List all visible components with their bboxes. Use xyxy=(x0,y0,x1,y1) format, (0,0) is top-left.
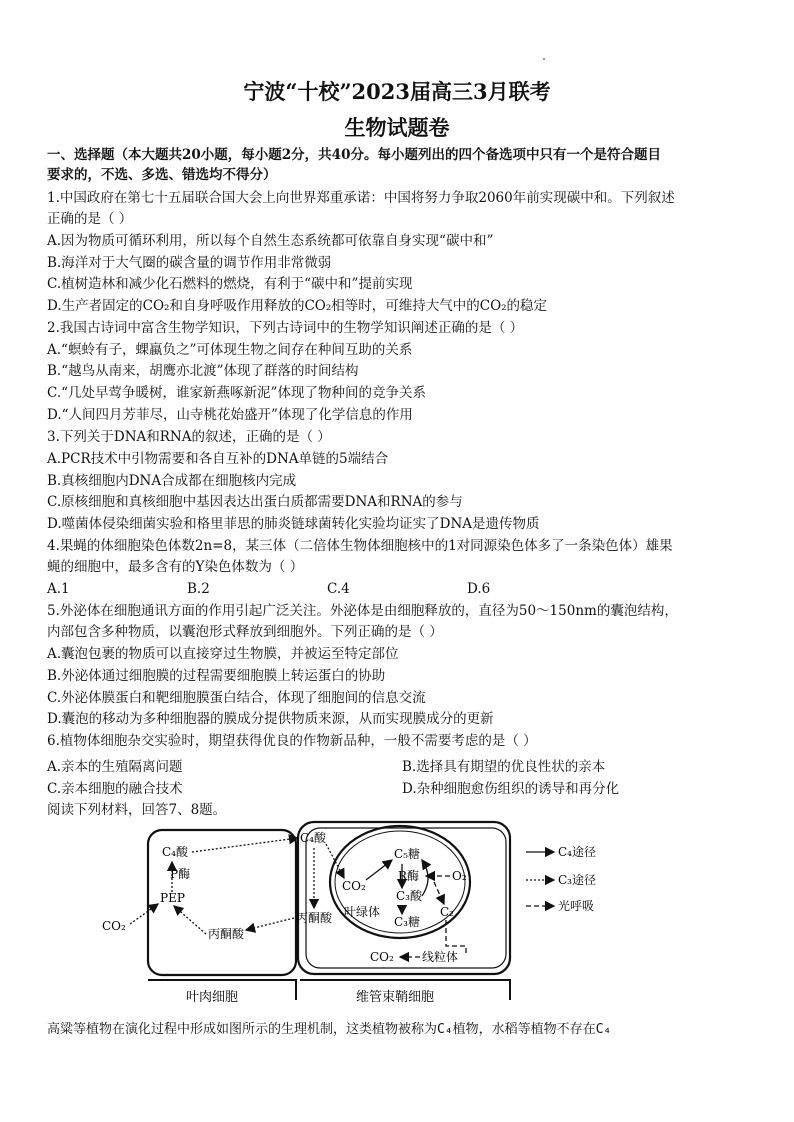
q1-option-d: D.生产者固定的CO₂和自身呼吸作用释放的CO₂相等时，可维持大气中的CO₂的稳定 xyxy=(47,298,548,314)
material-intro: 阅读下列材料，回答7、8题。 xyxy=(47,802,227,818)
label-pyruvate-right: 丙酮酸 xyxy=(296,911,333,925)
q1-stem-cont: 正确的是（ ） xyxy=(47,211,133,227)
label-r-enzyme: R酶 xyxy=(398,869,420,883)
q5-stem: 5.外泌体在细胞通讯方面的作用引起广泛关注。外泌体是由细胞释放的，直径为50～150nm的囊泡结构， xyxy=(47,603,678,619)
c4-pathway-diagram xyxy=(100,820,610,1010)
arrow-to-c2 xyxy=(434,882,444,904)
q1-option-c: C.植树造林和减少化石燃料的燃烧，有利于“碳中和”提前实现 xyxy=(47,276,413,292)
label-co2-inner: CO₂ xyxy=(342,879,366,893)
exam-subtitle: 生物试题卷 xyxy=(344,115,450,140)
label-co2-mito: CO₂ xyxy=(370,950,394,964)
q4-stem: 4.果蝇的体细胞染色体数2n=8，某三体（二倍体生物体细胞核中的1对同源染色体多了一条染色体）雄果 xyxy=(47,538,673,554)
q3-option-d: D.噬菌体侵染细菌实验和格里菲思的肺炎链球菌转化实验均证实了DNA是遗传物质 xyxy=(47,516,540,532)
q2-stem: 2.我国古诗词中富含生物学知识，下列古诗词中的生物学知识阐述正确的是（ ） xyxy=(47,320,524,336)
q2-option-b: B.“越鸟从南来，胡鹰亦北渡”体现了群落的时间结构 xyxy=(47,363,359,379)
q4-option-d: D.6 xyxy=(467,581,491,597)
label-bundle-sheath: 维管束鞘细胞 xyxy=(356,990,435,1005)
arrow-pyruvate-to-pep xyxy=(174,906,206,934)
legend-photoresp-label: 光呼吸 xyxy=(558,899,595,913)
label-mitochondria: 线粒体 xyxy=(422,950,459,964)
q3-stem: 3.下列关于DNA和RNA的叙述，正确的是（ ） xyxy=(47,429,331,445)
label-c3-acid: C₃酸 xyxy=(396,889,422,903)
label-c4-acid-left: C₄酸 xyxy=(162,845,188,859)
q4-option-b: B.2 xyxy=(187,581,210,597)
label-c5-sugar: C₅糖 xyxy=(394,847,420,861)
arrow-pyruvate-across xyxy=(246,918,294,930)
section-heading-cont: 要求的，不选、多选、错选均不得分） xyxy=(47,167,277,183)
speck xyxy=(543,58,545,60)
label-mesophyll: 叶肉细胞 xyxy=(186,990,239,1005)
q6-stem: 6.植物体细胞杂交实验时，期望获得优良的作物新品种，一般不需要考虑的是（ ） xyxy=(47,733,537,749)
arrow-c2-to-mito xyxy=(446,920,466,954)
arrow-c3-back-c5 xyxy=(422,860,428,896)
q4-stem-cont: 蝇的细胞中，最多含有的Y染色体数为（ ） xyxy=(47,559,304,575)
q6-options-row2 xyxy=(47,780,759,798)
q4-option-a: A.1 xyxy=(47,581,70,597)
q5-option-c: C.外泌体膜蛋白和靶细胞膜蛋白结合，体现了细胞间的信息交流 xyxy=(47,690,426,706)
q5-option-d: D.囊泡的移动为多种细胞器的膜成分提供物质来源，从而实现膜成分的更新 xyxy=(47,711,494,727)
q6-option-a: A.亲本的生殖隔离问题 xyxy=(47,759,183,775)
q4-option-c: C.4 xyxy=(327,581,350,597)
label-co2-left: CO₂ xyxy=(102,919,126,933)
q6-option-b: B.选择具有期望的优良性状的亲本 xyxy=(402,759,606,775)
label-pyruvate-left: 丙酮酸 xyxy=(208,927,245,941)
q4-options xyxy=(47,580,759,598)
exam-title: 宁波“十校”2023届高三3月联考 xyxy=(243,79,551,104)
q2-option-d: D.“人间四月芳菲尽，山寺桃花始盛开”体现了化学信息的作用 xyxy=(47,407,413,423)
arrow-co2-to-pep xyxy=(130,904,158,924)
q3-option-b: B.真核细胞内DNA合成都在细胞核内完成 xyxy=(47,473,297,489)
section-heading: 一、选择题（本大题共20小题，每小题2分，共40分。每小题列出的四个备选项中只有一个是符合题目 xyxy=(47,147,661,163)
legend-c4-label: C₄途径 xyxy=(558,845,596,859)
label-o2: O₂ xyxy=(452,869,467,883)
q1-option-b: B.海洋对于大气圈的碳含量的调节作用非常微弱 xyxy=(47,255,332,271)
label-c3-sugar: C₃糖 xyxy=(394,915,420,929)
arrow-c4-to-bundle xyxy=(192,838,298,852)
q2-option-c: C.“几处早莺争暖树，谁家新燕啄新泥”体现了物种间的竞争关系 xyxy=(47,385,426,401)
label-c4-acid-right: C₄酸 xyxy=(300,831,326,845)
q5-option-a: A.囊泡包裹的物质可以直接穿过生物膜，并被运至特定部位 xyxy=(47,646,399,662)
arrow-co2-to-c5 xyxy=(366,860,392,880)
q5-stem-cont: 内部包含多种物质，以囊泡形式释放到细胞外。下列正确的是（ ） xyxy=(47,624,443,640)
q6-option-d: D.杂种细胞愈伤组织的诱导和再分化 xyxy=(402,781,620,797)
footnote-text: 高粱等植物在演化过程中形成如图所示的生理机制，这类植物被称为C₄植物，水稻等植物不存在C₄ xyxy=(47,1022,612,1037)
label-pep: PEP xyxy=(160,891,185,905)
label-c2: C₂ xyxy=(440,905,454,919)
q1-stem: 1.中国政府在第七十五届联合国大会上向世界郑重承诺：中国将努力争取2060年前实现碳中和。下列叙述 xyxy=(47,190,675,206)
q1-option-a: A.因为物质可循环利用，所以每个自然生态系统都可依靠自身实现“碳中和” xyxy=(47,233,494,249)
q3-option-a: A.PCR技术中引物需要和各自互补的DNA单链的5端结合 xyxy=(47,451,389,467)
q5-option-b: B.外泌体通过细胞膜的过程需要细胞膜上转运蛋白的协助 xyxy=(47,668,386,684)
q3-option-c: C.原核细胞和真核细胞中基因表达出蛋白质都需要DNA和RNA的参与 xyxy=(47,494,463,510)
label-p-enzyme: P酶 xyxy=(170,867,191,881)
q6-option-c: C.亲本细胞的融合技术 xyxy=(47,781,183,797)
label-chloroplast: 叶绿体 xyxy=(344,905,381,919)
legend-c3-label: C₃途径 xyxy=(558,873,596,887)
q2-option-a: A.“螟蛉有子，蜾蠃负之”可体现生物之间存在种间互助的关系 xyxy=(47,342,413,358)
q6-options-row1 xyxy=(47,758,759,776)
